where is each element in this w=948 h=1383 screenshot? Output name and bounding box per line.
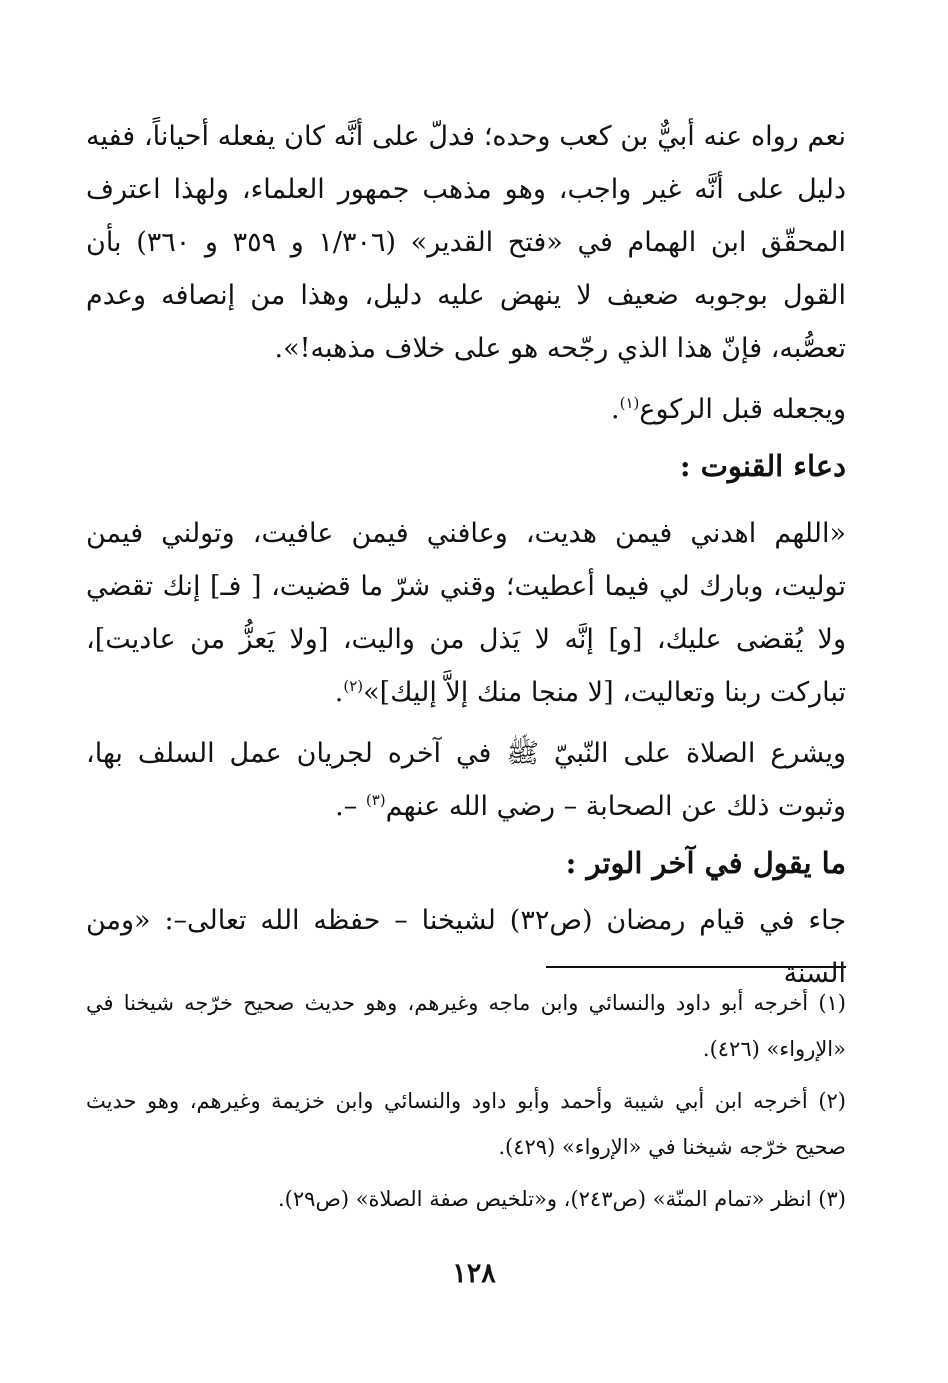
paragraph-2-end: . [610,394,620,425]
footnote-2: (٢) أخرجه ابن أبي شيبة وأحمد وأبو داود والنسائي وابن خزيمة وغيرهم، وهو حديث صحيح خرّجه شيخنا في «الإرواء» (٤٢٩). [86,1089,846,1159]
footnote-ref-2: (٢) [343,677,364,695]
footnote-ref-3: (٣) [365,791,386,809]
paragraph-4-end: –. [335,791,366,822]
paragraph-4-text: ويشرع الصلاة على النّبيّ ﷺ في آخره لجريان عمل السلف بها، وثبوت ذلك عن الصحابة – رضي الله عنهم [86,738,846,822]
footnote-1: (١) أخرجه أبو داود والنسائي وابن ماجه وغيرهم، وهو حديث صحيح خرّجه شيخنا في «الإرواء» (٤٢٦). [86,991,846,1061]
footnote-3: (٣) انظر «تمام المنّة» (ص٢٤٣)، و«تلخيص صفة الصلاة» (ص٢٩). [278,1187,846,1211]
footnotes [86,980,846,1222]
paragraph-1: نعم رواه عنه أبيٌّ بن كعب وحده؛ فدلّ على أنَّه كان يفعله أحياناً، ففيه دليل على أنَّه غير واجب، وهو مذهب جمهور العلماء، ولهذا اعترف المحقّق ابن الهمام في «فتح القدير» (١/٣٠٦ و ٣٥٩ و ٣٦٠) بأن القول بوجوبه ضعيف لا ينهض عليه دليل، وهذا من إنصافه وعدم تعصُّبه، فإنّ هذا الذي رجّحه هو على خلاف مذهبه!». [86,121,846,364]
main-text [86,110,846,1000]
page-number: ١٢٨ [452,1258,496,1289]
footnote-separator [546,966,846,968]
footnote-ref-1: (١) [619,394,640,412]
paragraph-2-text: ويجعله قبل الركوع [639,394,846,425]
heading-end-of-witr: ما يقول في آخر الوتر : [565,846,846,880]
paragraph-3-end: . [334,677,344,708]
paragraph-5: جاء في قيام رمضان (ص٣٢) لشيخنا – حفظه الله تعالى–: «ومن السنة [86,905,847,989]
paragraph-2 [86,383,846,436]
heading-qunut: دعاء القنوت : [679,449,846,483]
paragraph-3 [86,507,846,719]
paragraph-4 [86,727,846,833]
paragraph-3-text: «اللهم اهدني فيمن هديت، وعافني فيمن عافيت، وتولني فيمن توليت، وبارك لي فيما أعطيت؛ وقني شرّ ما قضيت، [ فـ] إنك تقضي ولا يُقضى عليك، [و] إنَّه لا يَذل من واليت، [ولا يَعزُّ من عاديت]، تباركت ربنا وتعاليت، [لا منجا منك إلاَّ إليك]» [86,518,846,708]
